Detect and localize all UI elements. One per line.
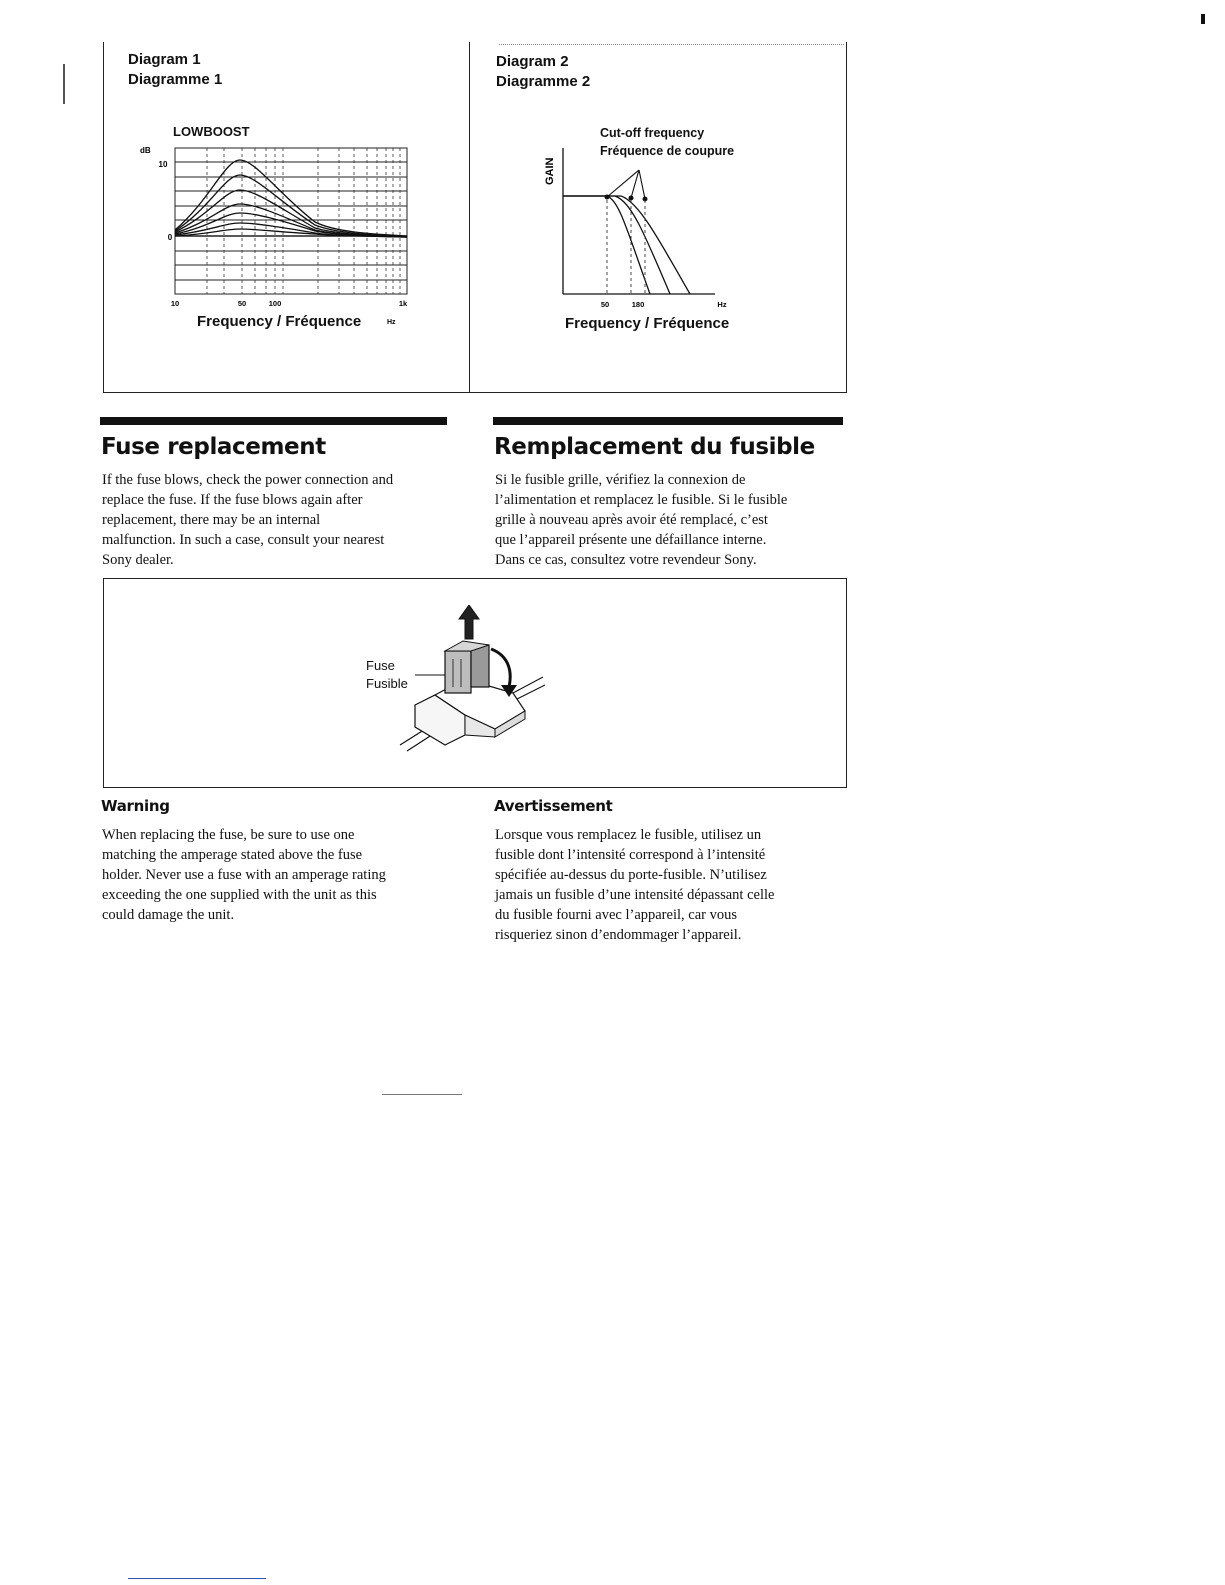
diagram2-title [496,52,590,92]
diagram2-x-unit: Hz [717,300,727,309]
bottom-edge-line [128,1578,266,1579]
warning-line-fr: jamais un fusible d’une intensité dépassant celle [495,887,775,903]
diagram1-grid [175,148,407,294]
fuse-heading-fr: Remplacement du fusible [494,434,815,460]
warning-heading-fr: Avertissement [494,797,613,815]
diagram2-curve-high [563,196,690,294]
diagram1-title [128,50,222,90]
diagram1-title-en: Diagram 1 [128,51,201,68]
diagram1-x-tick-100: 100 [268,299,282,308]
fuse-illustration [395,605,565,755]
fuse-label-fr: Fusible [366,676,408,691]
diagram1-mode-label: LOWBOOST [173,124,250,139]
fuse-line-en: If the fuse blows, check the power connection and [102,472,394,488]
section-rule-fr [493,417,843,425]
fuse-heading-en: Fuse replacement [101,434,326,460]
diagram2-annotation-fr: Fréquence de coupure [600,144,735,158]
scan-mark [1201,14,1205,24]
fuse-line-en: replacement, there may be an internal [102,512,321,528]
diagram2-x-tick-180: 180 [631,300,645,309]
fuse-line-fr: que l’appareil présente une défaillance interne. [495,532,767,548]
diagram1-x-label: Frequency / Fréquence [197,313,362,330]
diagram2-chart [535,140,745,315]
diagram2-title-en: Diagram 2 [496,53,569,70]
diagram2-annotation-arrows [607,170,645,199]
diagram2-y-label: GAIN [544,157,556,185]
fuse-label-en: Fuse [366,658,395,673]
warning-line-fr: risqueriez sinon d’endommager l’appareil. [495,927,742,943]
diagram1-curve-1 [175,160,407,236]
fuse-line-en: malfunction. In such a case, consult your nearest [102,532,385,548]
warning-line-fr: spécifiée au-dessus du porte-fusible. N’utilisez [495,867,767,883]
fuse-body [445,651,471,693]
warning-line-fr: Lorsque vous remplacez le fusible, utilisez un [495,827,762,843]
warning-paragraph-fr [495,825,855,945]
warning-line-en: When replacing the fuse, be sure to use one [102,827,355,843]
section-rule-en [100,417,447,425]
fuse-line-fr: grille à nouveau après avoir été remplacé, c’est [495,512,768,528]
warning-line-en: could damage the unit. [102,907,235,923]
fuse-line-en: replace the fuse. If the fuse blows again after [102,492,363,508]
diagram-top-line [499,44,844,45]
warning-paragraph-en [102,825,462,925]
warning-line-fr: fusible dont l’intensité correspond à l’intensité [495,847,766,863]
scan-mark-left [63,64,65,104]
fuse-line-fr: Si le fusible grille, vérifiez la connexion de [495,472,746,488]
diagram1-x-unit: Hz [387,319,396,326]
diagram1-chart [130,140,430,340]
fuse-paragraph-en [102,470,462,570]
warning-line-fr: du fusible fourni avec l’appareil, car vous [495,907,737,923]
warning-line-en: matching the amperage stated above the fuse [102,847,363,863]
diagram2-annotation-en: Cut-off frequency [600,126,705,140]
diagram2-x-label: Frequency / Fréquence [565,315,730,332]
fuse-paragraph-fr [495,470,855,570]
fuse-line-fr: l’alimentation et remplacez le fusible. Si le fusible [495,492,788,508]
warning-line-en: exceeding the one supplied with the unit as this [102,887,377,903]
diagram1-y-tick-0: 0 [167,233,173,242]
diagram1-y-tick-10: 10 [158,160,168,169]
fuse-line-fr: Dans ce cas, consultez votre revendeur Sony. [495,552,757,568]
warning-line-en: holder. Never use a fuse with an amperage rating [102,867,386,883]
diagram1-curves [175,160,407,237]
diagram2-curve-low [563,196,650,294]
fuse-line-en: Sony dealer. [102,552,174,568]
diagram1-title-fr: Diagramme 1 [128,71,223,88]
diagram2-title-fr: Diagramme 2 [496,73,591,90]
warning-heading-en: Warning [101,797,170,815]
diagram1-x-tick-1k: 1k [398,299,408,308]
diagram-divider [469,42,470,392]
diagram2-dashed-guides [607,200,645,294]
diagram2-curves [563,196,690,294]
diagram1-x-tick-50: 50 [237,299,247,308]
diagram1-y-unit: dB [140,146,151,155]
diagram1-x-tick-10: 10 [170,299,180,308]
diagram2-curve-mid [563,196,670,294]
fuse-rotate-arrow [491,649,510,687]
fuse-up-arrow [459,605,479,639]
scan-line [382,1094,462,1095]
diagram2-x-tick-50: 50 [600,300,610,309]
diagram1-curve-3 [175,190,407,237]
